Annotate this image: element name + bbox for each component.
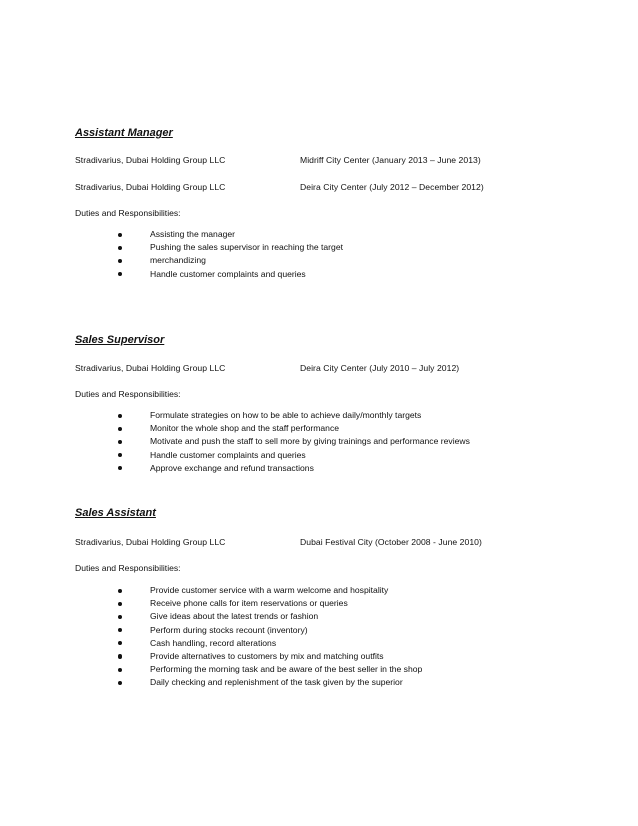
bullet-icon bbox=[118, 641, 122, 645]
job-location-dates: Deira City Center (July 2012 – December 2012) bbox=[300, 182, 484, 192]
job-entry bbox=[75, 181, 595, 193]
list-item: Performing the morning task and be aware of the best seller in the shop bbox=[75, 663, 595, 676]
list-item: Pushing the sales supervisor in reaching the target bbox=[75, 241, 595, 254]
bullet-icon bbox=[118, 453, 122, 457]
list-item: merchandizing bbox=[75, 254, 595, 267]
section-assistant-manager bbox=[75, 126, 595, 281]
job-entry bbox=[75, 154, 595, 166]
list-item: Motivate and push the staff to sell more by giving trainings and performance reviews bbox=[75, 435, 595, 448]
bullet-icon bbox=[118, 589, 122, 593]
section-sales-assistant bbox=[75, 506, 595, 690]
list-item: Daily checking and replenishment of the task given by the superior bbox=[75, 676, 595, 689]
list-item: Perform during stocks recount (inventory) bbox=[75, 624, 595, 637]
company-name: Stradivarius, Dubai Holding Group LLC bbox=[75, 155, 226, 165]
list-item: Formulate strategies on how to be able to achieve daily/monthly targets bbox=[75, 409, 595, 422]
company-name: Stradivarius, Dubai Holding Group LLC bbox=[75, 182, 226, 192]
section-sales-supervisor bbox=[75, 333, 595, 475]
bullet-icon bbox=[118, 233, 122, 237]
company-name: Stradivarius, Dubai Holding Group LLC bbox=[75, 363, 226, 373]
section-title: Sales Assistant bbox=[75, 507, 156, 519]
list-item: Approve exchange and refund transactions bbox=[75, 462, 595, 475]
duties-list bbox=[75, 584, 595, 690]
bullet-icon bbox=[118, 440, 122, 444]
duties-list bbox=[75, 228, 595, 281]
bullet-icon bbox=[118, 628, 122, 632]
list-item: Handle customer complaints and queries bbox=[75, 449, 595, 462]
list-item: Handle customer complaints and queries bbox=[75, 268, 595, 281]
section-title: Sales Supervisor bbox=[75, 334, 165, 346]
list-item: Provide customer service with a warm welcome and hospitality bbox=[75, 584, 595, 597]
bullet-icon bbox=[118, 466, 122, 470]
bullet-icon bbox=[118, 668, 122, 672]
job-entry bbox=[75, 536, 595, 548]
job-location-dates: Midriff City Center (January 2013 – June 2013) bbox=[300, 155, 481, 165]
bullet-icon bbox=[118, 427, 122, 431]
bullet-icon bbox=[118, 615, 122, 619]
job-entry bbox=[75, 362, 595, 374]
duties-label: Duties and Responsibilities: bbox=[75, 208, 181, 218]
job-location-dates: Deira City Center (July 2010 – July 2012) bbox=[300, 363, 460, 373]
duties-label: Duties and Responsibilities: bbox=[75, 389, 181, 399]
list-item: Provide alternatives to customers by mix and matching outfits bbox=[75, 650, 595, 663]
list-item: Give ideas about the latest trends or fashion bbox=[75, 610, 595, 623]
list-item: Cash handling, record alterations bbox=[75, 637, 595, 650]
bullet-icon bbox=[118, 272, 122, 276]
duties-label: Duties and Responsibilities: bbox=[75, 563, 181, 573]
section-title: Assistant Manager bbox=[75, 127, 173, 139]
bullet-icon bbox=[118, 654, 122, 658]
bullet-icon bbox=[118, 259, 122, 263]
list-item: Monitor the whole shop and the staff performance bbox=[75, 422, 595, 435]
company-name: Stradivarius, Dubai Holding Group LLC bbox=[75, 537, 226, 547]
list-item: Assisting the manager bbox=[75, 228, 595, 241]
list-item: Receive phone calls for item reservations or queries bbox=[75, 597, 595, 610]
job-location-dates: Dubai Festival City (October 2008 - June 2010) bbox=[300, 537, 482, 547]
duties-list bbox=[75, 409, 595, 475]
bullet-icon bbox=[118, 246, 122, 250]
bullet-icon bbox=[118, 602, 122, 606]
bullet-icon bbox=[118, 414, 122, 418]
bullet-icon bbox=[118, 681, 122, 685]
